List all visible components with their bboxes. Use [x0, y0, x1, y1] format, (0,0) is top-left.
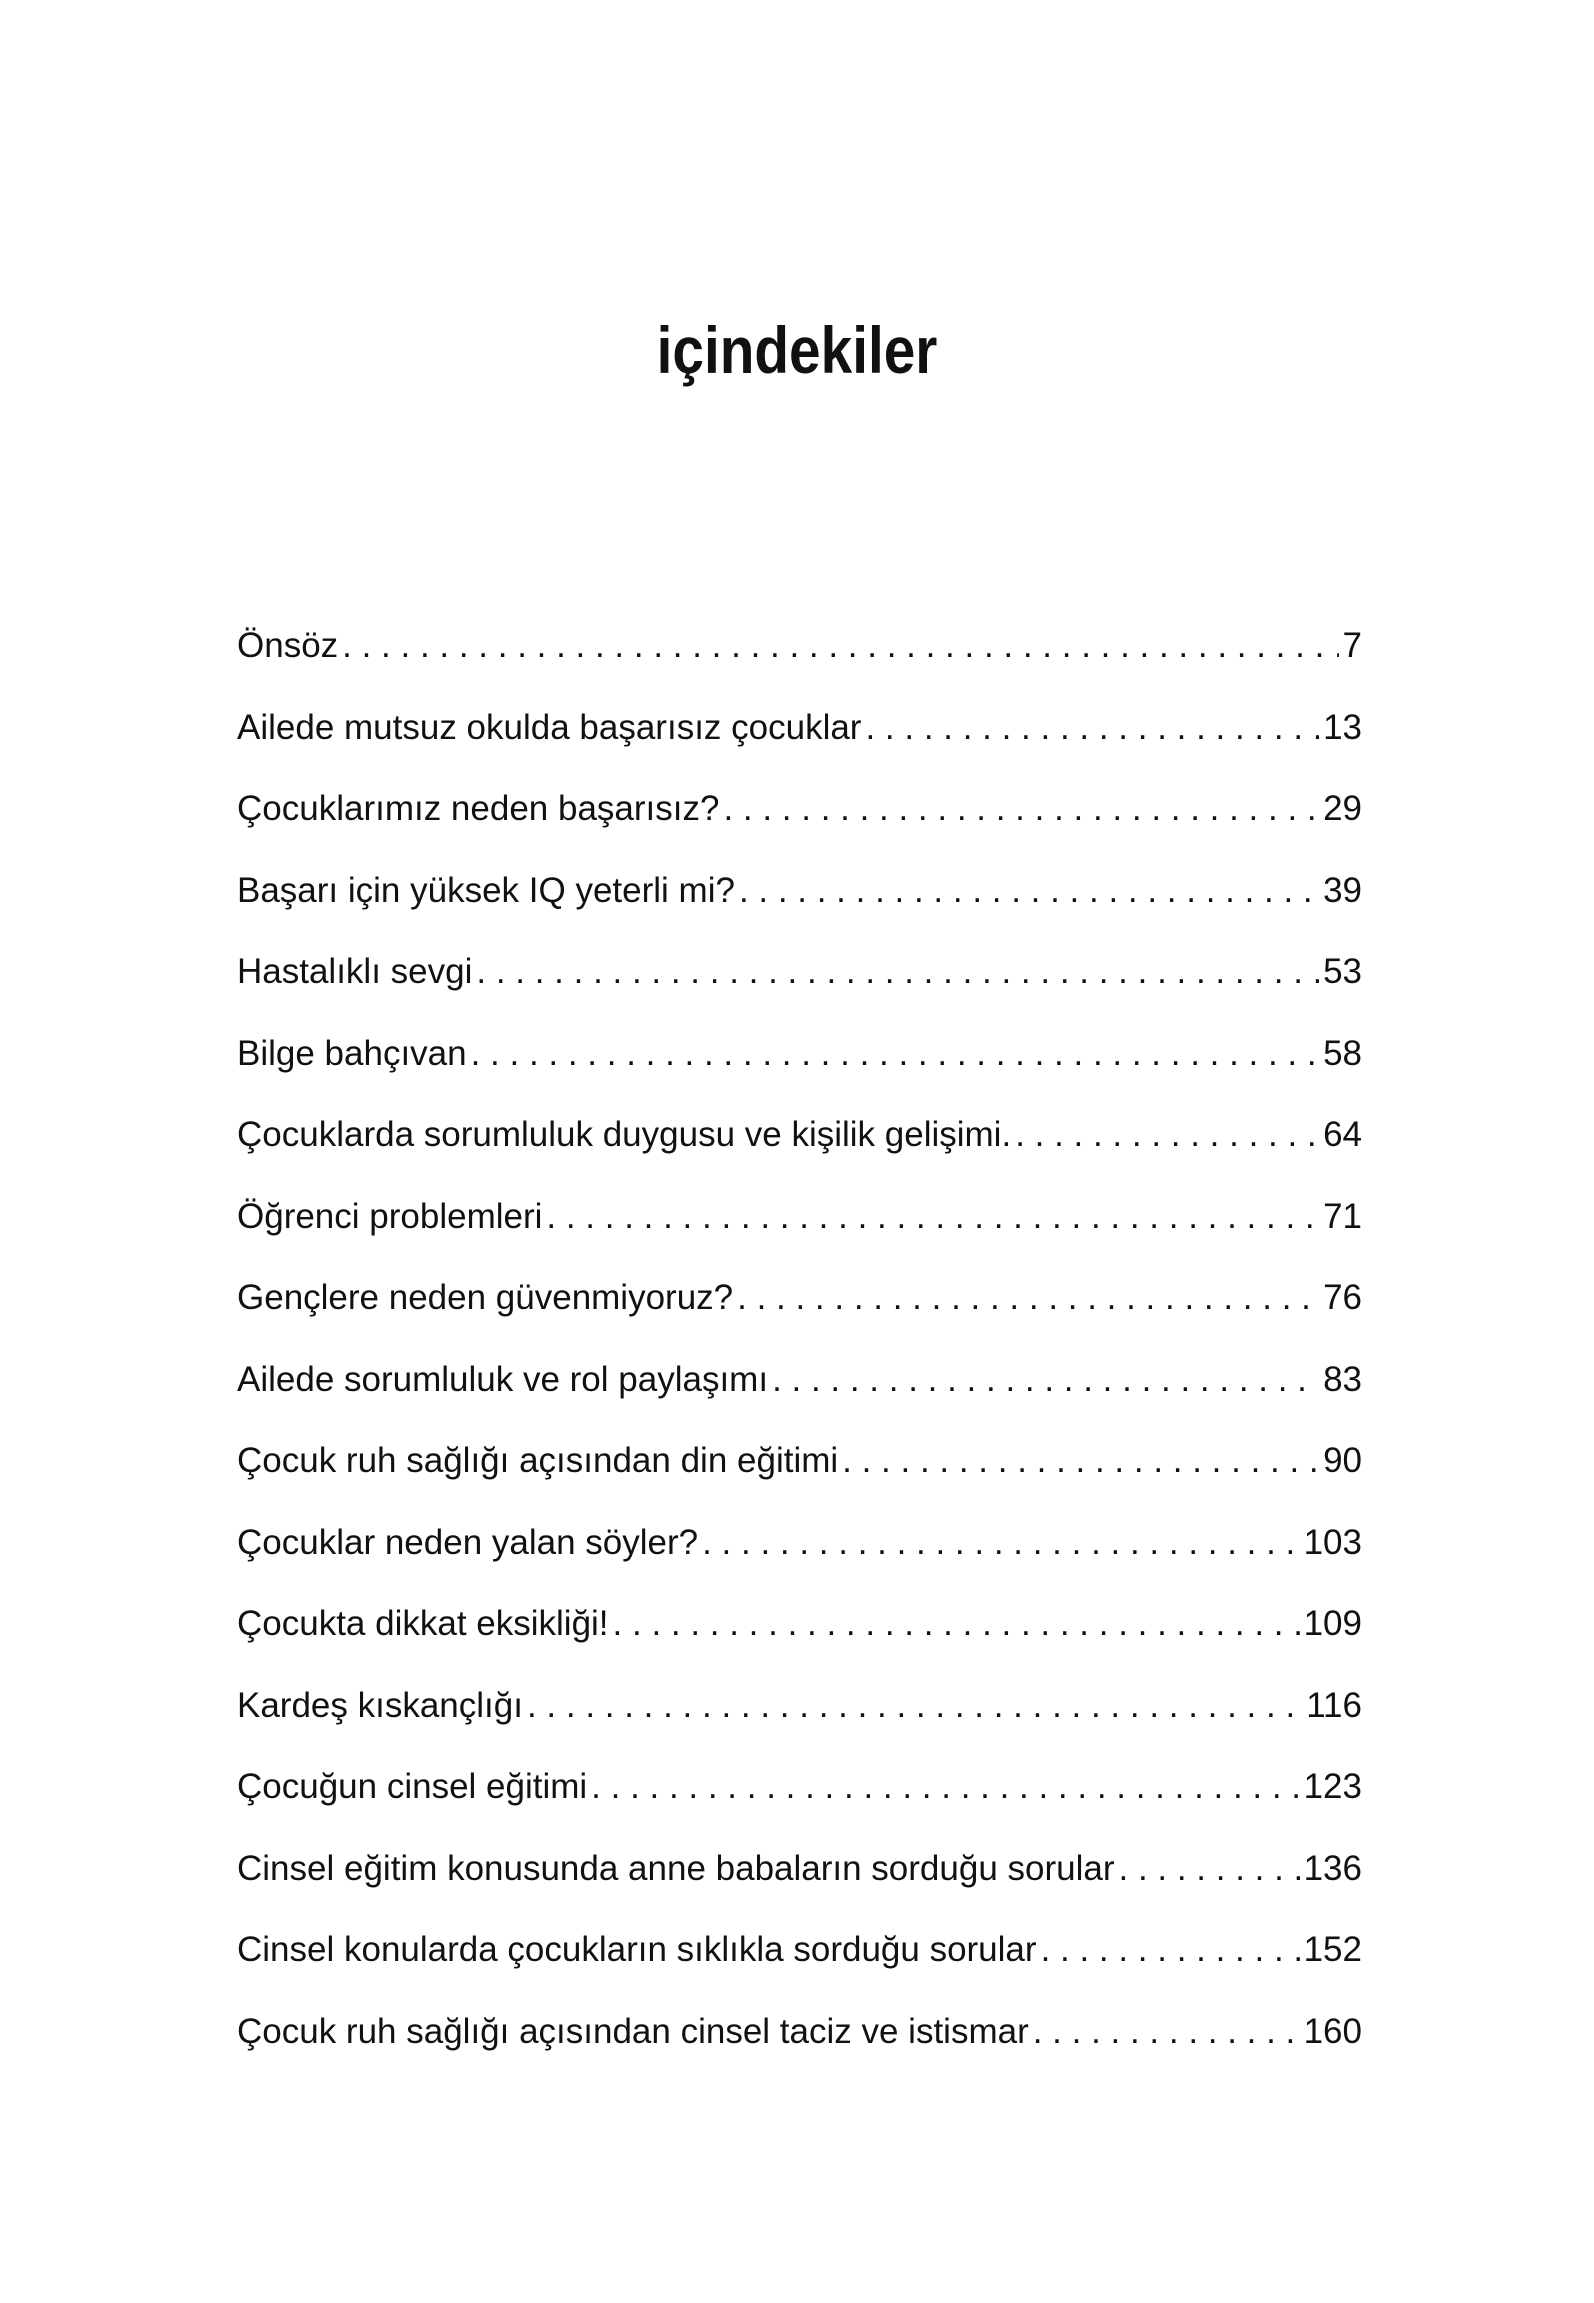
dot-leader — [772, 1354, 1319, 1406]
toc-entry — [237, 2006, 1362, 2088]
toc-entry — [237, 783, 1362, 865]
toc-entry-page: 136 — [1303, 1848, 1362, 1888]
dot-leader — [1015, 1109, 1319, 1161]
toc-entry — [237, 1517, 1362, 1599]
toc-entry — [237, 1680, 1362, 1762]
dot-leader — [702, 1517, 1299, 1569]
dot-leader — [723, 783, 1319, 835]
toc-entry-page: 160 — [1303, 2011, 1362, 2051]
dot-leader — [842, 1435, 1319, 1487]
toc-entry-page: 90 — [1323, 1441, 1362, 1480]
toc-entry-title: Ailede sorumluluk ve rol paylaşımı — [237, 1359, 769, 1399]
dot-leader — [471, 1028, 1319, 1080]
page-title: içindekiler — [656, 313, 938, 387]
toc-entry — [237, 1761, 1362, 1843]
toc-entry — [237, 1354, 1362, 1436]
dot-leader — [591, 1761, 1299, 1813]
dot-leader — [342, 620, 1338, 672]
toc-entry-title: Çocukta dikkat eksikliği! — [237, 1604, 609, 1643]
toc-entry — [237, 1924, 1362, 2006]
dot-leader — [546, 1191, 1319, 1243]
toc-entry-title: Kardeş kıskançlığı — [237, 1685, 523, 1725]
toc-entry — [237, 1272, 1362, 1354]
toc-entry-page: 109 — [1303, 1604, 1362, 1643]
toc-entry-page: 76 — [1323, 1278, 1362, 1317]
toc-entry-page: 39 — [1323, 870, 1362, 910]
toc-entry-page: 29 — [1323, 789, 1362, 828]
toc-entry-page: 116 — [1306, 1685, 1362, 1725]
dot-leader — [1033, 2006, 1300, 2058]
toc-entry-title: Çocuklarda sorumluluk duygusu ve kişilik gelişimi. — [237, 1115, 1012, 1154]
toc-entry — [237, 1028, 1362, 1110]
toc-entry-title: Çocuk ruh sağlığı açısından cinsel taciz ve istismar — [237, 2011, 1029, 2051]
toc-entry — [237, 1109, 1362, 1191]
toc-entry — [237, 620, 1362, 702]
toc-entry-page: 64 — [1323, 1115, 1362, 1154]
dot-leader — [1119, 1843, 1300, 1895]
dot-leader — [476, 946, 1319, 998]
table-of-contents — [237, 620, 1362, 2087]
toc-entry-page: 152 — [1303, 1930, 1362, 1969]
dot-leader — [527, 1680, 1302, 1732]
toc-entry — [237, 1843, 1362, 1925]
toc-entry-title: Cinsel konularda çocukların sıklıkla sorduğu sorular — [237, 1930, 1037, 1969]
toc-entry — [237, 946, 1362, 1028]
toc-entry-title: Önsöz — [237, 626, 339, 665]
toc-entry-title: Çocuklar neden yalan söyler? — [237, 1522, 699, 1562]
toc-entry-title: Başarı için yüksek IQ yeterli mi? — [237, 870, 735, 910]
toc-entry — [237, 702, 1362, 784]
toc-entry-title: Çocuklarımız neden başarısız? — [237, 789, 720, 828]
dot-leader — [613, 1598, 1300, 1650]
toc-entry-page: 71 — [1323, 1196, 1362, 1236]
toc-entry-page: 7 — [1342, 626, 1362, 665]
toc-entry-page: 103 — [1303, 1522, 1362, 1562]
toc-entry-page: 58 — [1323, 1033, 1362, 1073]
toc-entry-page: 13 — [1323, 707, 1362, 747]
toc-entry — [237, 1191, 1362, 1273]
dot-leader — [1041, 1924, 1300, 1976]
dot-leader — [865, 702, 1319, 754]
toc-entry-title: Cinsel eğitim konusunda anne babaların sorduğu sorular — [237, 1848, 1115, 1888]
toc-entry-title: Hastalıklı sevgi — [237, 952, 473, 991]
toc-entry — [237, 865, 1362, 947]
dot-leader — [739, 865, 1319, 917]
toc-entry-title: Bilge bahçıvan — [237, 1033, 467, 1073]
toc-entry-title: Çocuğun cinsel eğitimi — [237, 1767, 588, 1806]
toc-entry — [237, 1598, 1362, 1680]
toc-entry-page: 123 — [1303, 1767, 1362, 1806]
toc-entry-page: 53 — [1323, 952, 1362, 991]
toc-entry-title: Çocuk ruh sağlığı açısından din eğitimi — [237, 1441, 839, 1480]
toc-entry-title: Gençlere neden güvenmiyoruz? — [237, 1278, 734, 1317]
toc-entry-title: Öğrenci problemleri — [237, 1196, 543, 1236]
dot-leader — [737, 1272, 1319, 1324]
toc-entry-page: 83 — [1323, 1359, 1362, 1399]
toc-entry — [237, 1435, 1362, 1517]
toc-entry-title: Ailede mutsuz okulda başarısız çocuklar — [237, 707, 862, 747]
